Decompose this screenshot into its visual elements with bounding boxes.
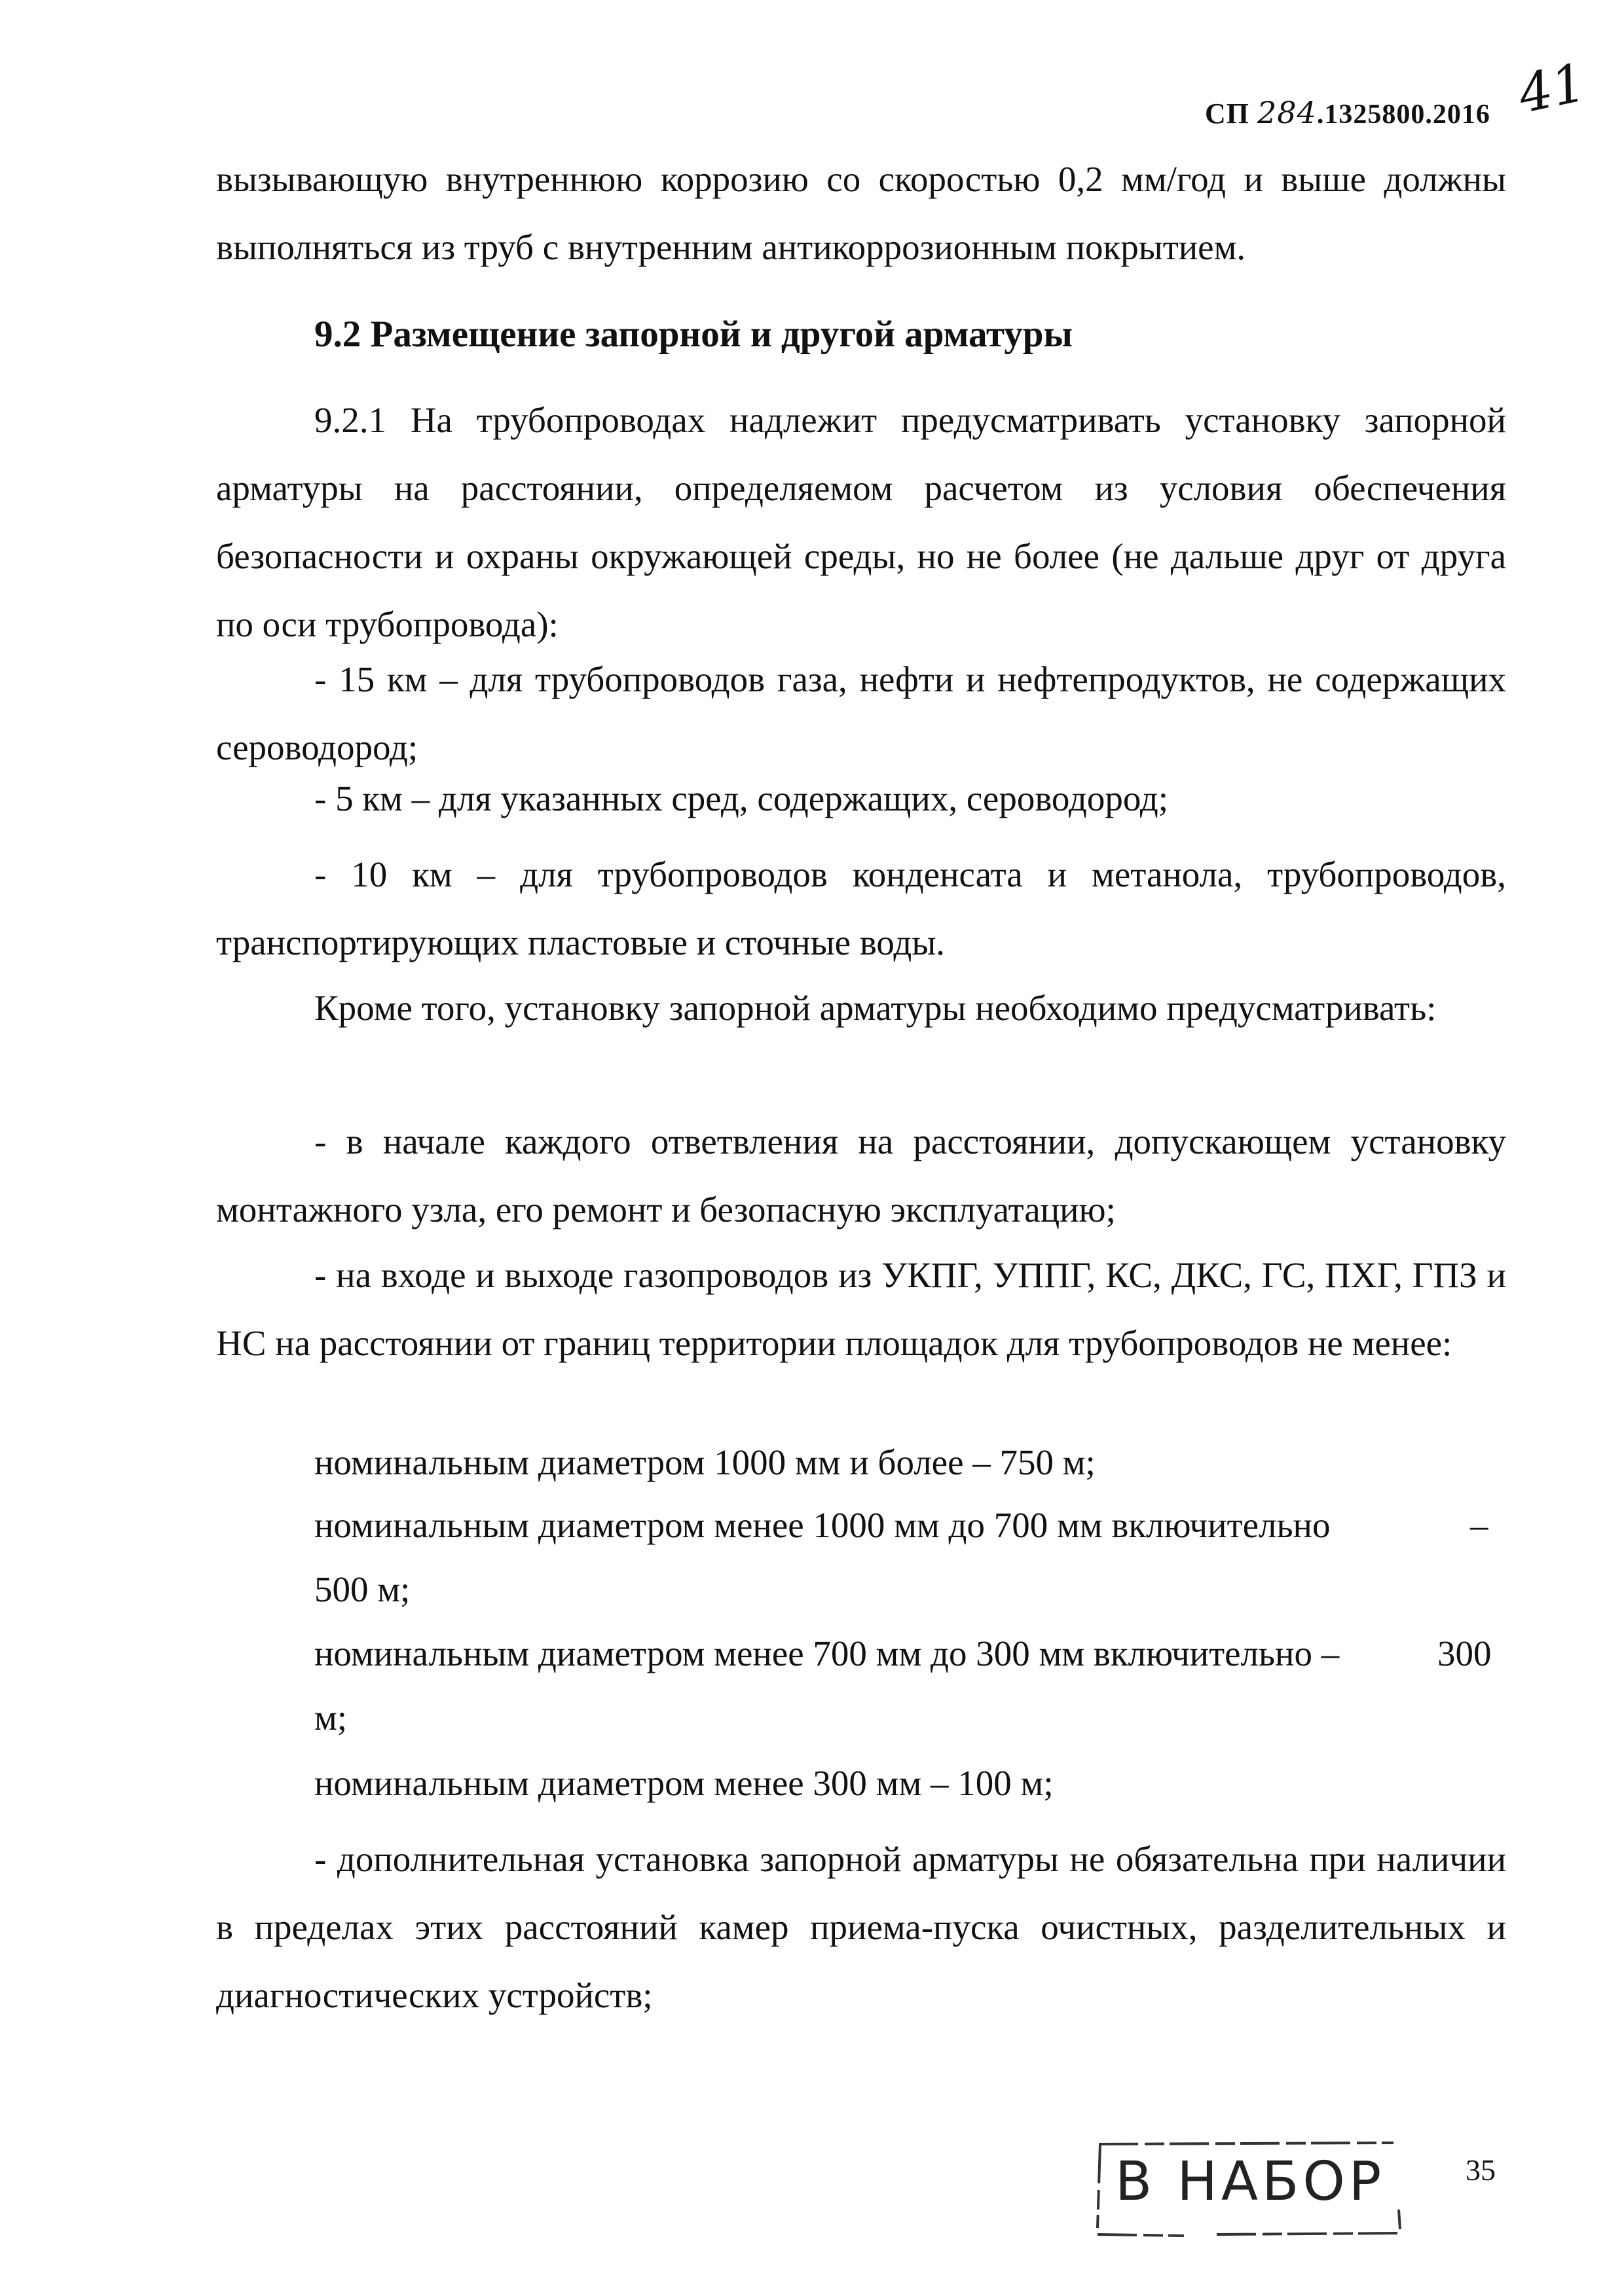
code-prefix: СП bbox=[1205, 98, 1249, 130]
list-item-branch-start: - в начале каждого ответвления на расстоянии, допускающем установку монтажного узла, его ремонт и безопасную эксплуатацию; bbox=[216, 1121, 1506, 1230]
diameter-under-300: номинальным диаметром менее 300 мм – 100 м; bbox=[314, 1763, 1054, 1803]
page-number: 35 bbox=[1466, 2153, 1496, 2187]
diameter-1000-700-value: 500 м; bbox=[314, 1569, 411, 1609]
stamp-text: В НАБОР bbox=[1115, 2151, 1386, 2213]
diameter-700-300-value: 300 bbox=[1437, 1633, 1492, 1673]
diameter-700-300: номинальным диаметром менее 700 мм до 300 мм включительно – bbox=[314, 1633, 1340, 1673]
diameter-1000-700-dash: – bbox=[1470, 1505, 1488, 1545]
code-suffix: .1325800.2016 bbox=[1316, 100, 1490, 130]
list-item-optional-valves: - дополнительная установка запорной арматуры не обязательна при наличии в пределах этих расстояний камер приема-пуска очистных, разделительных и диагностических устройств; bbox=[216, 1839, 1506, 2015]
diameter-1000-700: номинальным диаметром менее 1000 мм до 700 мм включительно bbox=[314, 1505, 1331, 1545]
handwritten-code-number: 284 bbox=[1257, 95, 1317, 130]
diameter-1000-plus: номинальным диаметром 1000 мм и более – 750 м; bbox=[314, 1442, 1096, 1482]
paragraph-top: вызывающую внутреннюю коррозию со скоростью 0,2 мм/год и выше должны выполняться из труб с внутренним антикоррозионным покрытием. bbox=[216, 159, 1506, 267]
list-item-15km: - 15 км – для трубопроводов газа, нефти и нефтепродуктов, не содержащих сероводород; bbox=[216, 659, 1506, 767]
diameter-700-300-unit: м; bbox=[314, 1698, 348, 1738]
stamp-v-nabor bbox=[1086, 2136, 1426, 2241]
paragraph-krome: Кроме того, установку запорной арматуры необходимо предусматривать: bbox=[314, 988, 1437, 1028]
list-item-5km: - 5 км – для указанных сред, содержащих, сероводород; bbox=[314, 778, 1168, 818]
section-heading: 9.2 Размещение запорной и другой арматуры bbox=[314, 314, 1073, 355]
list-item-10km: - 10 км – для трубопроводов конденсата и метанола, трубопроводов, транспортирующих пластовые и сточные воды. bbox=[216, 854, 1506, 962]
list-item-gas-inlet-outlet: - на входе и выходе газопроводов из УКПГ, УППГ, КС, ДКС, ГС, ПХГ, ГПЗ и НС на расстоянии от границ территории площадок для трубопроводов не менее: bbox=[216, 1255, 1506, 1363]
paragraph-9-2-1: 9.2.1 На трубопроводах надлежит предусматривать установку запорной арматуры на расстоянии, определяемом расчетом из условия обеспечения безопасности и охраны окружающей среды, но не более (не дальше друг от друга по оси трубопровода): bbox=[216, 400, 1506, 644]
handwritten-sheet-number: 41 bbox=[1513, 51, 1591, 125]
document-code bbox=[1205, 95, 1490, 130]
